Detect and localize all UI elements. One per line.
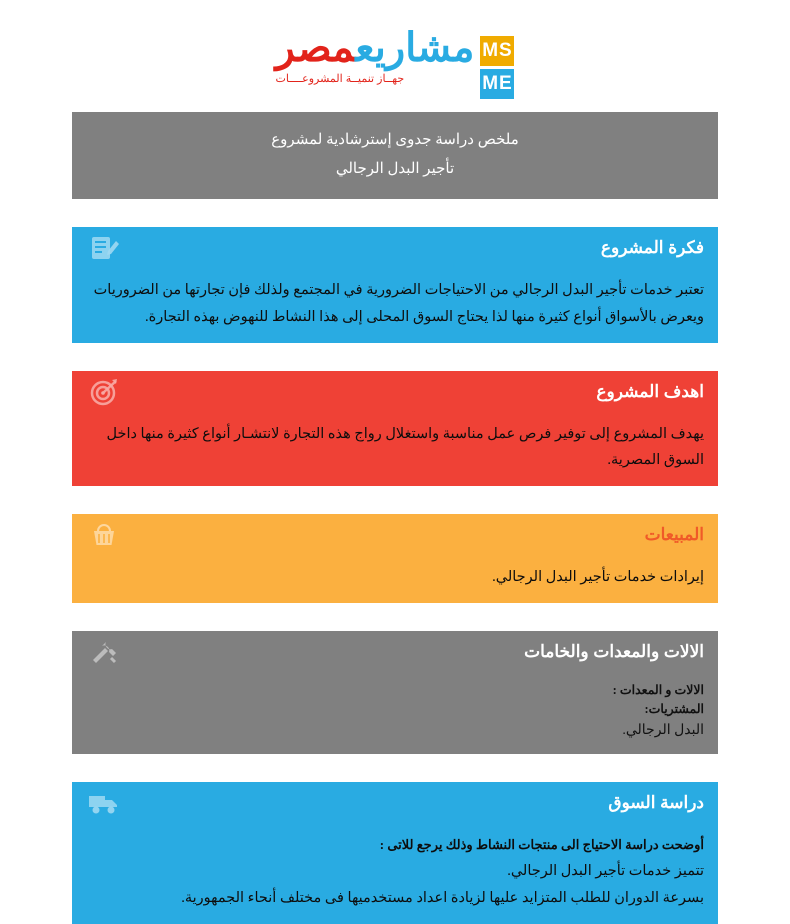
note-pencil-icon [86,233,122,263]
target-icon [86,377,122,407]
msme-logo [275,25,515,99]
document-title [72,112,718,199]
section-title: اهدف المشروع [596,381,704,401]
logo-box-me: ME [480,69,514,99]
market-study-point-1: تتميز خدمات تأجير البدل الرجالي. [507,863,704,880]
logo-initials [480,36,514,99]
section-machines-materials [72,631,718,753]
document-title-line1: ملخص دراسة جدوى إسترشادية لمشروع [271,132,519,148]
section-paragraph: تعتبر خدمات تأجير البدل الرجالي من الاحتياجات الضرورية في المجتمع ولذلك فإن تجارتها من الضروريات ويعرض بالأسواق أنواع كثيرة منها لذا يحتاج السوق المحلى إلى هذا النشاط للنهوض بهذه التجارة. [93,282,704,325]
truck-icon [86,788,122,818]
section-header [72,631,718,673]
logo-arabic-red: مصر [275,25,356,70]
section-title: فكرة المشروع [600,238,704,257]
section-header [72,227,718,269]
market-study-intro: أوضحت دراسة الاحتياج الى منتجات النشاط وذلك يرجع للاتى : [379,836,704,852]
logo-arabic-main [275,25,475,70]
section-title: المبيعات [644,525,704,545]
section-body [72,556,718,603]
section-sales [72,514,718,603]
logo-area [0,0,790,112]
logo-wordmark [275,25,475,85]
logo-arabic-blue: مشاريع [355,25,475,70]
market-study-point-2: بسرعة الدوران للطلب المتزايد عليها لزيادة اعداد مستخدميها فى مختلف أنحاء الجمهورية. [181,890,704,907]
section-project-goal [72,371,718,487]
logo-arabic-sub: جهــاز تنميــة المشروعــــات [275,72,405,85]
materials-label-purchases: المشتريات: [644,702,704,717]
materials-label-equipment: الالات و المعدات : [612,683,704,698]
section-paragraph: يهدف المشروع إلى توفير فرص عمل مناسبة واستغلال رواج هذه التجارة لانتشـار أنواع كثيرة منها داخل السوق المصرية. [106,425,704,469]
section-market-study [72,782,718,924]
section-header [72,782,718,824]
section-title: الالات والمعدات والخامات [524,642,704,662]
section-project-idea [72,227,718,343]
section-header [72,371,718,413]
section-title: دراسة السوق [608,792,704,812]
section-body [72,269,718,343]
tools-icon [86,637,122,667]
logo-box-ms: MS [480,36,514,66]
section-body [72,673,718,753]
basket-icon [86,520,122,550]
section-body [72,824,718,924]
document-title-line2: تأجير البدل الرجالي [335,160,455,177]
section-body [72,413,718,487]
section-paragraph: إيرادات خدمات تأجير البدل الرجالي. [492,569,704,586]
materials-item: البدل الرجالي. [622,722,704,738]
section-header [72,514,718,556]
